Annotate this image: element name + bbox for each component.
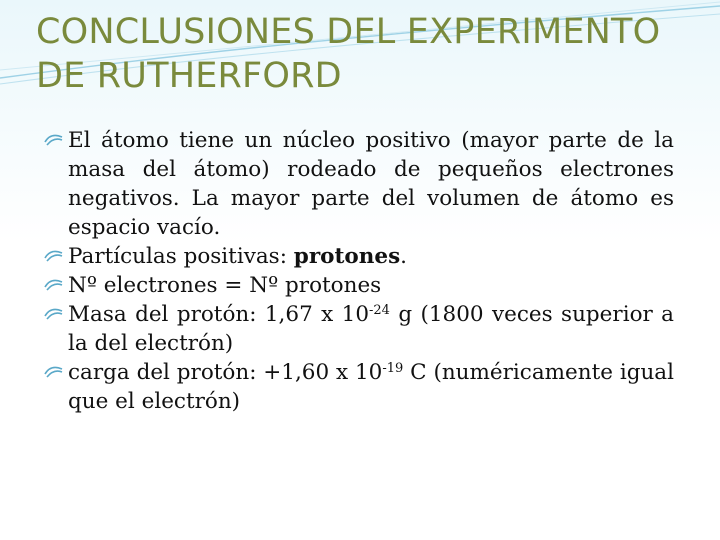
swirl-bullet-icon (44, 307, 64, 321)
bullet-text: carga del protón: +1,60 x 10 (68, 360, 383, 385)
swirl-bullet-icon (44, 365, 64, 379)
bullet-text-suffix: . (400, 244, 408, 269)
bullet-item (44, 242, 674, 271)
slide-title: CONCLUSIONES DEL EXPERIMENTO DE RUTHERFORD (36, 12, 661, 96)
bullet-item (44, 358, 674, 416)
bullet-bold-text: protones (293, 244, 401, 269)
bullet-text: Partículas positivas: (68, 244, 294, 269)
exponent: -24 (369, 303, 390, 318)
swirl-bullet-icon (44, 133, 64, 147)
swirl-bullet-icon (44, 249, 64, 263)
bullet-text: El átomo tiene un núcleo positivo (mayor parte de la masa del átomo) rodeado de pequeños electrones negativos. La mayor parte del volumen de átomo es espacio vacío. (68, 128, 674, 240)
swirl-bullet-icon (44, 278, 64, 292)
bullet-item (44, 271, 674, 300)
bullet-text: Nº electrones = Nº protones (68, 273, 382, 298)
bullet-list (44, 126, 674, 416)
bullet-text-suffix: C (numéricamente igual que el electrón) (68, 360, 674, 414)
bullet-text-suffix: g (1800 veces superior a la del electrón) (68, 302, 674, 356)
bullet-text: Masa del protón: 1,67 x 10 (68, 302, 370, 327)
bullet-item (44, 126, 674, 242)
bullet-item (44, 300, 674, 358)
exponent: -19 (382, 361, 404, 376)
